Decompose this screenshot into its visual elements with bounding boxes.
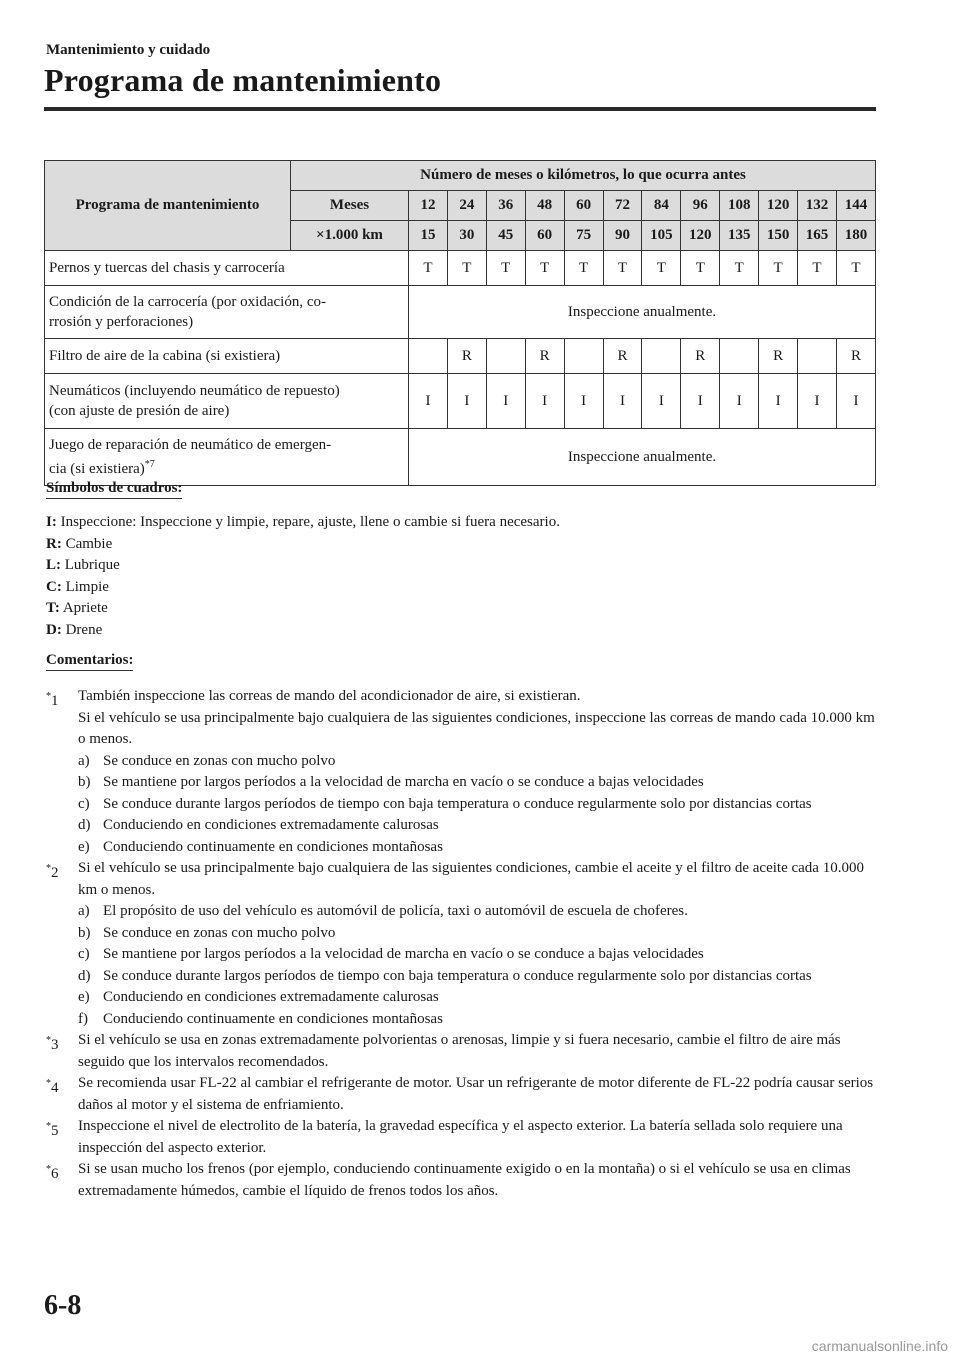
schedule-cell: T	[525, 251, 564, 286]
comments-heading: Comentarios:	[46, 652, 133, 671]
schedule-cell: I	[564, 374, 603, 429]
title-rule	[44, 107, 876, 111]
schedule-cell: I	[836, 374, 875, 429]
km-label: ×1.000 km	[291, 221, 409, 251]
subitem-letter: a)	[78, 903, 90, 919]
note-subitem	[78, 901, 876, 923]
item-label: Condición de la carrocería (por oxidación, co- rrosión y perforaciones)	[45, 286, 409, 339]
subitem-text: El propósito de uso del vehículo es automóvil de policía, taxi o automóvil de escuela de choferes.	[103, 903, 688, 919]
section-label: Mantenimiento y cuidado	[46, 42, 211, 58]
subitem-letter: b)	[78, 774, 91, 790]
symbols-list	[46, 512, 560, 641]
note-subitem	[78, 944, 876, 966]
km-cell: 60	[525, 221, 564, 251]
schedule-cell: I	[409, 374, 448, 429]
note-subitem	[78, 815, 876, 837]
table-row	[45, 286, 876, 339]
symbol-text: Lubrique	[61, 557, 120, 573]
symbol-item	[46, 534, 560, 556]
schedule-cell: T	[603, 251, 642, 286]
subitem-text: Conduciendo en condiciones extremadamente calurosas	[103, 989, 439, 1005]
subitem-letter: a)	[78, 752, 90, 769]
note-number: 6	[51, 1166, 59, 1182]
note-text: Si el vehículo se usa en zonas extremadamente polvorientas o arenosas, limpie y si fuera necesario, cambie el filtro de aire más seguido que los intervalos recomendados.	[78, 1032, 841, 1070]
note-number: 5	[51, 1123, 59, 1139]
subitem-text: Se conduce durante largos períodos de tiempo con baja temperatura o conduce regularmente solo por distancias cortas	[103, 795, 812, 812]
note-marker: *4	[46, 1078, 59, 1096]
schedule-cell: T	[409, 251, 448, 286]
note-number: 3	[51, 1037, 59, 1053]
schedule-cell: I	[681, 374, 720, 429]
note-number: 4	[51, 1080, 59, 1096]
km-cell: 45	[486, 221, 525, 251]
subitem-letter: c)	[78, 795, 90, 812]
subitem-text: Se mantiene por largos períodos a la velocidad de marcha en vacío o se conduce a bajas velocidades	[103, 946, 704, 962]
table-corner-label: Programa de mantenimiento	[45, 161, 291, 251]
months-cell: 24	[447, 191, 486, 221]
months-cell: 12	[409, 191, 448, 221]
months-label: Meses	[291, 191, 409, 221]
note-subitem	[78, 837, 876, 859]
note-subitem	[78, 923, 876, 945]
page-number: 6-8	[44, 1290, 82, 1321]
note-number: 2	[51, 865, 59, 881]
comment-note	[46, 686, 876, 858]
schedule-cell: R	[603, 339, 642, 374]
schedule-cell: T	[720, 251, 759, 286]
note-subitem	[78, 987, 876, 1009]
note-number: 1	[51, 693, 59, 709]
item-label: Pernos y tuercas del chasis y carrocería	[45, 251, 409, 286]
symbol-key: I:	[46, 514, 57, 530]
schedule-cell: I	[720, 374, 759, 429]
km-cell: 90	[603, 221, 642, 251]
subitem-text: Conduciendo en condiciones extremadamente calurosas	[103, 817, 439, 833]
km-cell: 180	[836, 221, 875, 251]
schedule-cell: R	[681, 339, 720, 374]
schedule-cell	[798, 339, 837, 374]
schedule-cell: I	[525, 374, 564, 429]
symbol-key: D:	[46, 621, 62, 638]
subitem-text: Conduciendo continuamente en condiciones montañosas	[103, 1010, 443, 1027]
km-cell: 165	[798, 221, 837, 251]
schedule-cell: T	[447, 251, 486, 286]
months-cell: 144	[836, 191, 875, 221]
km-cell: 120	[681, 221, 720, 251]
months-cell: 120	[759, 191, 798, 221]
subitem-text: Se conduce en zonas con mucho polvo	[103, 752, 336, 769]
symbol-item	[46, 577, 560, 599]
table-row	[45, 429, 876, 486]
subitem-letter: b)	[78, 924, 91, 941]
subitem-letter: d)	[78, 967, 91, 984]
subitem-letter: d)	[78, 817, 91, 833]
schedule-cell: R	[447, 339, 486, 374]
note-subitem	[78, 1009, 876, 1031]
comment-note	[46, 1073, 876, 1116]
schedule-cell: T	[642, 251, 681, 286]
comments-list	[46, 686, 876, 1202]
maintenance-table	[44, 160, 876, 486]
subitem-letter: f)	[78, 1010, 88, 1027]
km-cell: 30	[447, 221, 486, 251]
symbol-item	[46, 555, 560, 577]
months-cell: 132	[798, 191, 837, 221]
schedule-cell: I	[759, 374, 798, 429]
note-text: Si se usan mucho los frenos (por ejemplo, conduciendo continuamente exigido o en la montaña) o si el vehículo se usa en climas extremadamente húmedos, cambie el líquido de frenos todos los años.	[78, 1161, 851, 1199]
schedule-cell: T	[759, 251, 798, 286]
schedule-cell: T	[486, 251, 525, 286]
schedule-cell: T	[798, 251, 837, 286]
watermark: carmanualsonline.info	[811, 1338, 948, 1354]
symbol-item	[46, 598, 560, 620]
km-cell: 105	[642, 221, 681, 251]
table-row	[45, 339, 876, 374]
km-cell: 75	[564, 221, 603, 251]
symbol-key: C:	[46, 578, 62, 595]
months-cell: 48	[525, 191, 564, 221]
note-marker: *1	[46, 691, 59, 709]
months-cell: 96	[681, 191, 720, 221]
schedule-cell: T	[681, 251, 720, 286]
note-subitem	[78, 751, 876, 773]
table-row	[45, 374, 876, 429]
comment-note	[46, 1116, 876, 1159]
note-subitem	[78, 772, 876, 794]
note-marker: *6	[46, 1164, 59, 1182]
schedule-cell: I	[642, 374, 681, 429]
months-cell: 36	[486, 191, 525, 221]
schedule-cell	[720, 339, 759, 374]
months-cell: 84	[642, 191, 681, 221]
schedule-cell: T	[836, 251, 875, 286]
table-row	[45, 251, 876, 286]
months-cell: 72	[603, 191, 642, 221]
subitem-letter: e)	[78, 989, 90, 1005]
annual-inspection: Inspeccione anualmente.	[409, 429, 876, 486]
symbol-key: T:	[46, 600, 60, 616]
subitem-letter: e)	[78, 838, 90, 855]
item-label: Filtro de aire de la cabina (si existiera)	[45, 339, 409, 374]
subitem-text: Se conduce en zonas con mucho polvo	[103, 924, 336, 941]
schedule-cell: I	[603, 374, 642, 429]
schedule-cell	[564, 339, 603, 374]
subitem-text: Conduciendo continuamente en condiciones montañosas	[103, 838, 443, 855]
km-cell: 135	[720, 221, 759, 251]
page-title: Programa de mantenimiento	[44, 62, 442, 98]
symbol-item	[46, 620, 560, 642]
symbol-key: L:	[46, 557, 61, 573]
note-text: Inspeccione el nivel de electrolito de la batería, la gravedad específica y el aspecto exterior. La batería sellada solo requiere una inspección del aspecto exterior.	[78, 1118, 843, 1156]
item-label: Juego de reparación de neumático de emergen- cia (si existiera)$^{*7}$	[45, 429, 409, 486]
schedule-cell	[486, 339, 525, 374]
comment-note	[46, 1030, 876, 1073]
months-cell: 60	[564, 191, 603, 221]
symbol-key: R:	[46, 535, 62, 552]
item-label: Neumáticos (incluyendo neumático de repuesto) (con ajuste de presión de aire)	[45, 374, 409, 429]
comment-note	[46, 1159, 876, 1202]
annual-inspection: Inspeccione anualmente.	[409, 286, 876, 339]
symbol-text: Limpie	[61, 578, 109, 595]
note-marker: *3	[46, 1035, 59, 1053]
interval-label: Número de meses o kilómetros, lo que ocurra antes	[291, 161, 876, 191]
item-footnote-ref: *7	[144, 459, 155, 470]
symbol-text: Cambie	[61, 535, 113, 552]
note-text: Si el vehículo se usa principalmente bajo cualquiera de las siguientes condiciones, inspeccione las correas de mando cada 10.000 km o menos.	[78, 709, 875, 747]
note-marker: *2	[46, 863, 59, 881]
schedule-cell	[409, 339, 448, 374]
note-marker: *5	[46, 1121, 59, 1139]
schedule-cell: R	[836, 339, 875, 374]
note-text: También inspeccione las correas de mando del acondicionador de aire, si existieran.	[78, 688, 581, 704]
subitem-text: Se mantiene por largos períodos a la velocidad de marcha en vacío o se conduce a bajas velocidades	[103, 774, 704, 790]
schedule-cell: R	[525, 339, 564, 374]
note-text: Se recomienda usar FL-22 al cambiar el refrigerante de motor. Usar un refrigerante de motor diferente de FL-22 podría causar serios daños al motor y el sistema de enfriamiento.	[78, 1075, 874, 1113]
km-cell: 150	[759, 221, 798, 251]
schedule-cell: I	[486, 374, 525, 429]
note-subitem	[78, 794, 876, 816]
schedule-cell: T	[564, 251, 603, 286]
comment-note	[46, 858, 876, 1030]
schedule-cell	[642, 339, 681, 374]
subitem-text: Se conduce durante largos períodos de tiempo con baja temperatura o conduce regularmente solo por distancias cortas	[103, 967, 812, 984]
note-subitem	[78, 966, 876, 988]
months-cell: 108	[720, 191, 759, 221]
note-text: Si el vehículo se usa principalmente bajo cualquiera de las siguientes condiciones, cambie el aceite y el filtro de aceite cada 10.000 km o menos.	[78, 860, 864, 898]
symbol-text: Inspeccione: Inspeccione y limpie, repare, ajuste, llene o cambie si fuera necesario.	[56, 514, 560, 530]
symbols-heading: Símbolos de cuadros:	[46, 480, 182, 499]
symbol-text: Apriete	[59, 600, 108, 616]
schedule-cell: I	[447, 374, 486, 429]
schedule-cell: I	[798, 374, 837, 429]
symbol-item	[46, 512, 560, 534]
subitem-letter: c)	[78, 946, 90, 962]
schedule-cell: R	[759, 339, 798, 374]
km-cell: 15	[409, 221, 448, 251]
symbol-text: Drene	[61, 621, 103, 638]
